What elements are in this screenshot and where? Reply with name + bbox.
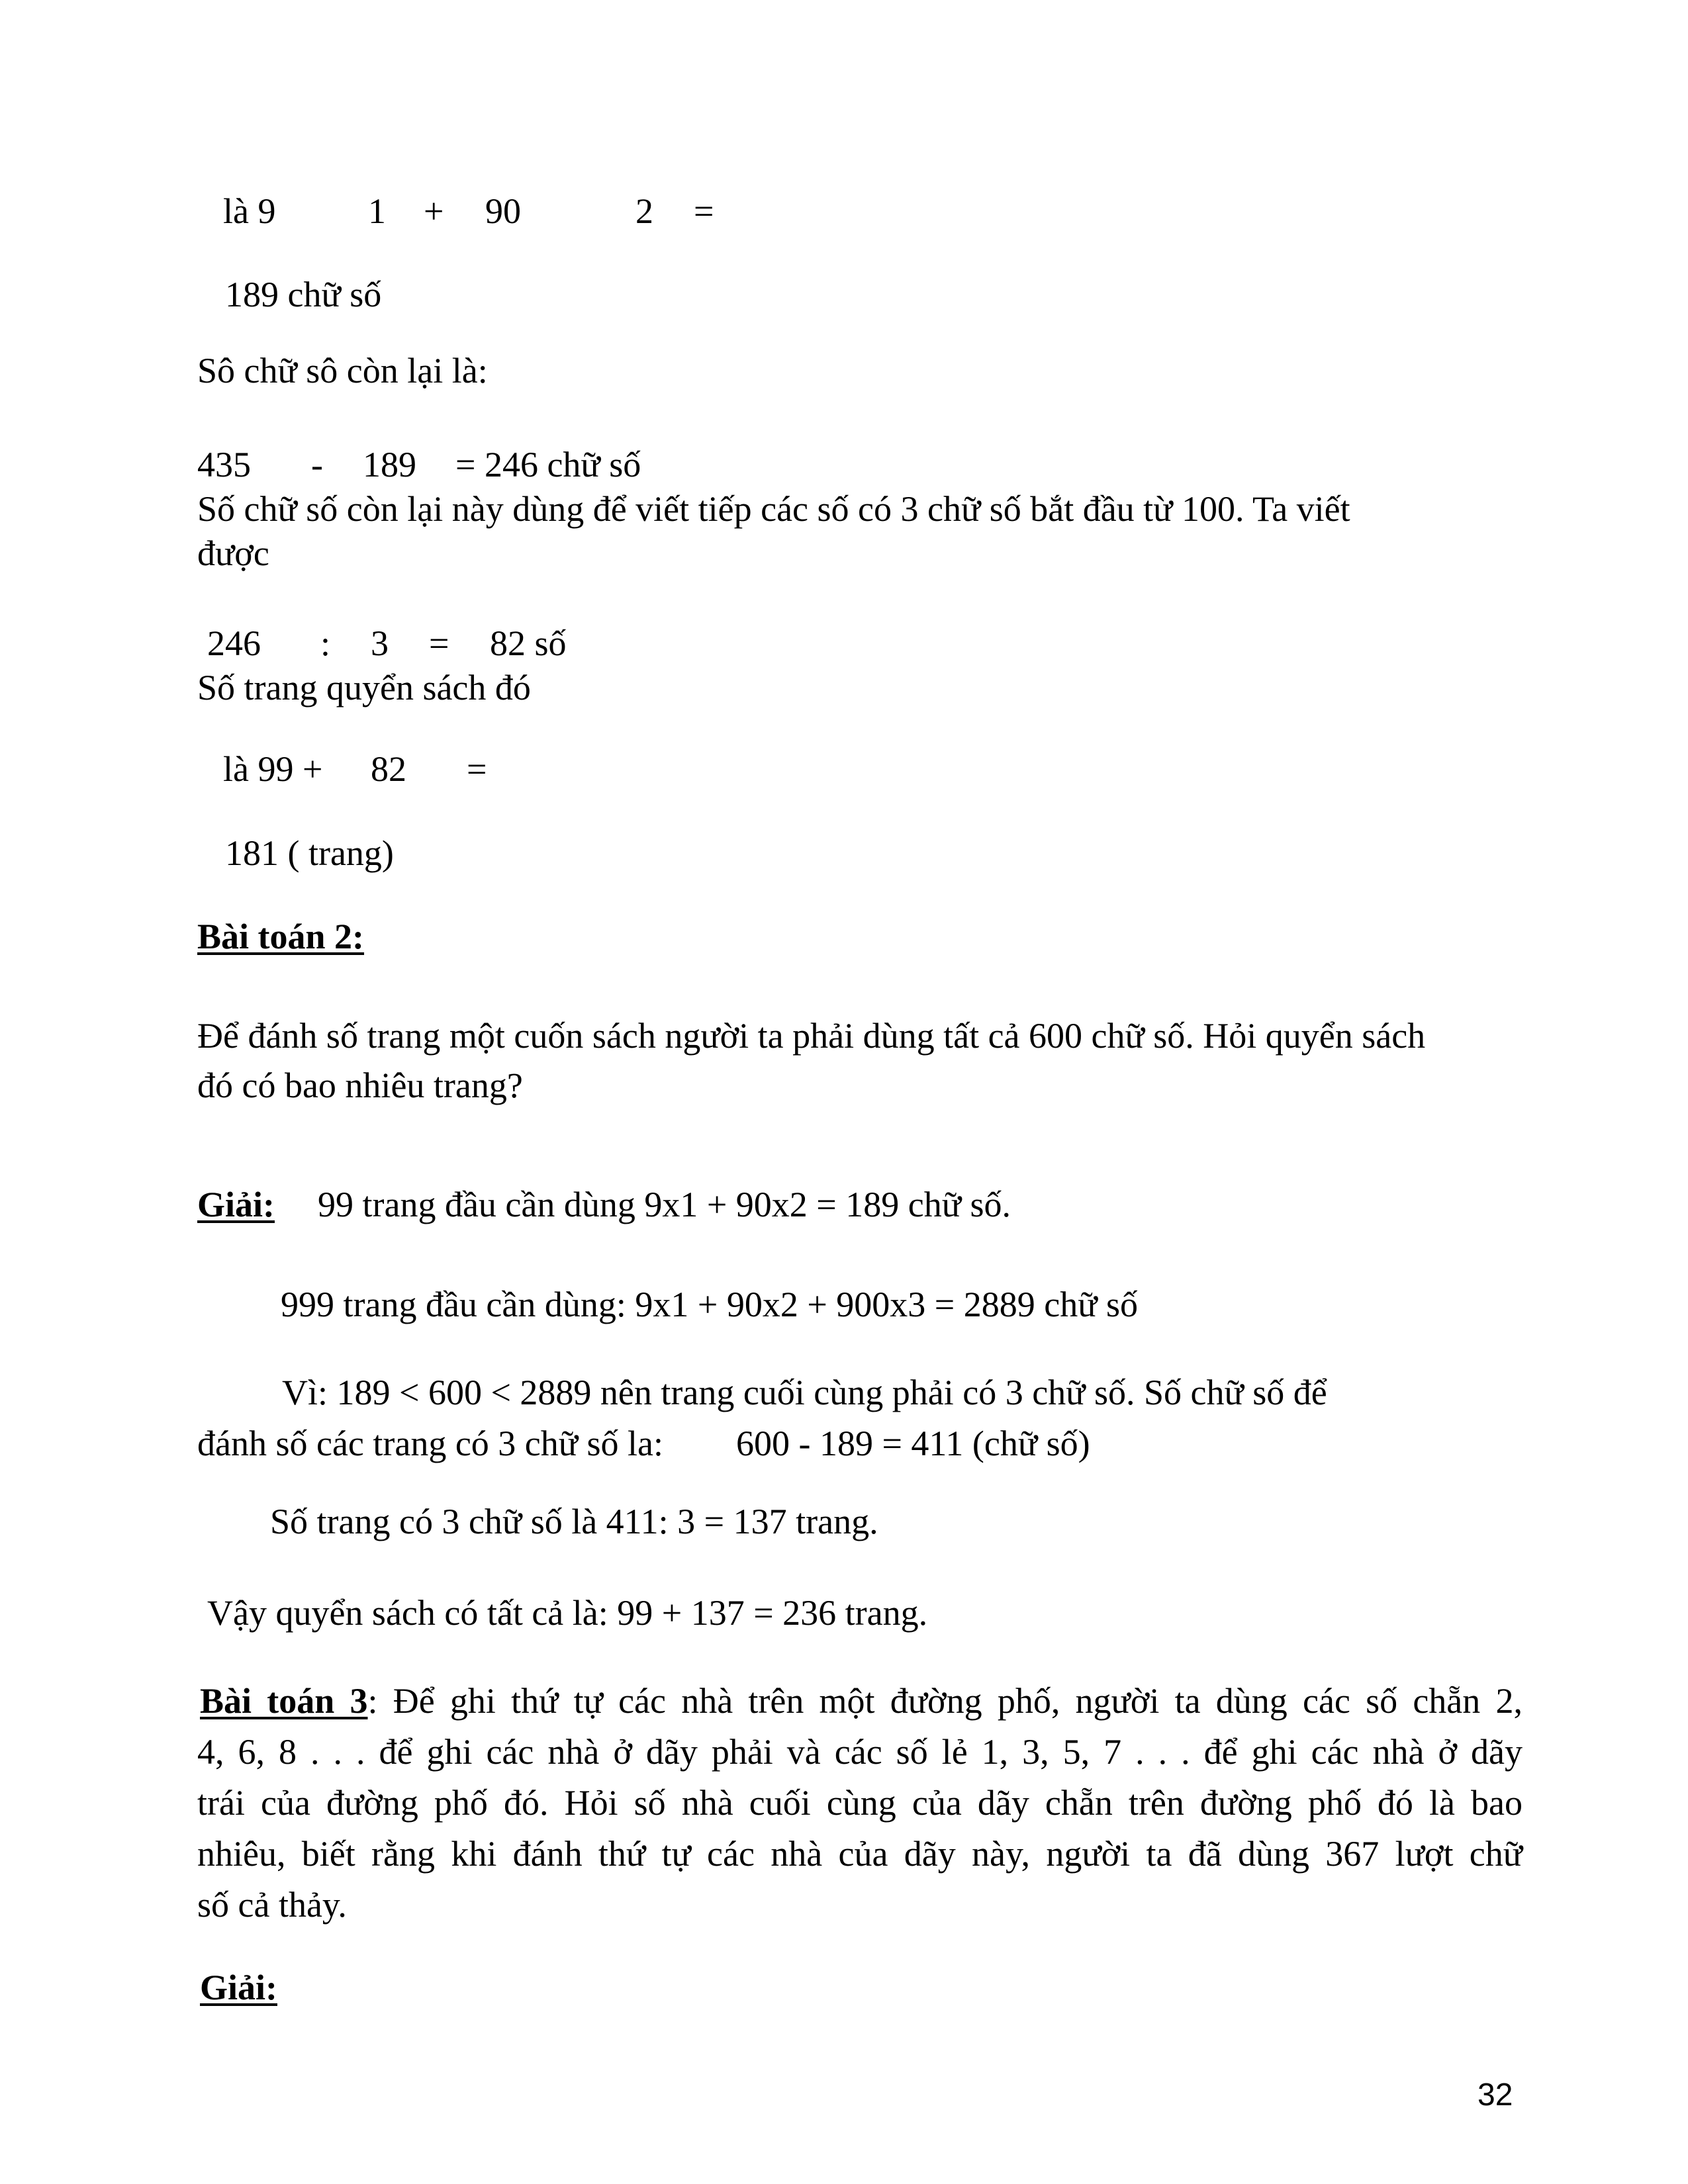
solution-2-label: Giải: (197, 1185, 275, 1224)
solution-3-label: Giải: (200, 1968, 277, 2007)
eq2-part: = 246 chữ số (455, 445, 641, 484)
eq1-part: 1 (368, 191, 386, 231)
problem-3-text: : Để ghi thứ tự các nhà trên một đường phố, người ta dùng các số chẵn 2, (367, 1681, 1523, 1721)
solution-2-line: 99 trang đầu cần dùng 9x1 + 90x2 = 189 chữ số. (318, 1185, 1011, 1224)
problem-3-line (200, 1683, 1523, 1719)
result-189: 189 chữ số (225, 275, 382, 314)
problem-3-line: 4, 6, 8 . . . để ghi các nhà ở dãy phải và các số lẻ 1, 3, 5, 7 . . . để ghi các nhà ở dãy (197, 1732, 1523, 1772)
problem-3-title: Bài toán 3 (200, 1681, 368, 1721)
eq3-part: 3 (371, 623, 389, 663)
solution-2-line-part: 600 - 189 = 411 (chữ số) (736, 1424, 1090, 1463)
eq1-part: = (694, 191, 714, 231)
problem-3-line: số cả thảy. (197, 1885, 347, 1925)
result-181: 181 ( trang) (225, 833, 394, 873)
eq3-part: 82 số (490, 623, 567, 663)
eq1-part: là 9 (223, 191, 276, 231)
solution-2-line: Vì: 189 < 600 < 2889 nên trang cuối cùng phải có 3 chữ số. Số chữ số để (282, 1373, 1327, 1412)
eq2-part: 189 (363, 445, 416, 484)
eq2-part: 435 (197, 445, 251, 484)
paragraph-line: được (197, 533, 269, 573)
eq3-part: : (320, 623, 331, 663)
page-number: 32 (1477, 2077, 1513, 2113)
paragraph-line: Số chữ số còn lại này dùng để viết tiếp các số có 3 chữ số bắt đầu từ 100. Ta viết (197, 489, 1350, 529)
solution-2-conclusion: Vậy quyển sách có tất cả là: 99 + 137 = 236 trang. (207, 1593, 928, 1633)
eq4-part: là 99 + (223, 749, 323, 789)
eq1-part: + (424, 191, 444, 231)
solution-2-line: Số trang có 3 chữ số là 411: 3 = 137 trang. (270, 1502, 878, 1541)
eq3-part: = (429, 623, 449, 663)
eq4-part: 82 (371, 749, 406, 789)
problem-3-line: nhiêu, biết rằng khi đánh thứ tự các nhà của dãy này, người ta đã dùng 367 lượt chữ (197, 1834, 1523, 1874)
eq3-part: 246 (207, 623, 261, 663)
problem-3-line: trái của đường phố đó. Hỏi số nhà cuối cùng của dãy chẵn trên đường phố đó là bao (197, 1783, 1523, 1823)
problem-2-text: Để đánh số trang một cuốn sách người ta phải dùng tất cả 600 chữ số. Hỏi quyển sách (197, 1016, 1426, 1056)
eq1-part: 2 (635, 191, 653, 231)
eq4-part: = (467, 749, 487, 789)
eq1-part: 90 (485, 191, 521, 231)
problem-2-text: đó có bao nhiêu trang? (197, 1066, 523, 1105)
problem-2-title: Bài toán 2: (197, 917, 365, 956)
remaining-label: Sô chữ sô còn lại là: (197, 351, 488, 390)
eq2-part: - (311, 445, 323, 484)
solution-2-line-part: đánh số các trang có 3 chữ số la: (197, 1424, 664, 1463)
page-count-label: Số trang quyển sách đó (197, 668, 531, 707)
solution-2-line: 999 trang đầu cần dùng: 9x1 + 90x2 + 900x3 = 2889 chữ số (281, 1285, 1138, 1324)
